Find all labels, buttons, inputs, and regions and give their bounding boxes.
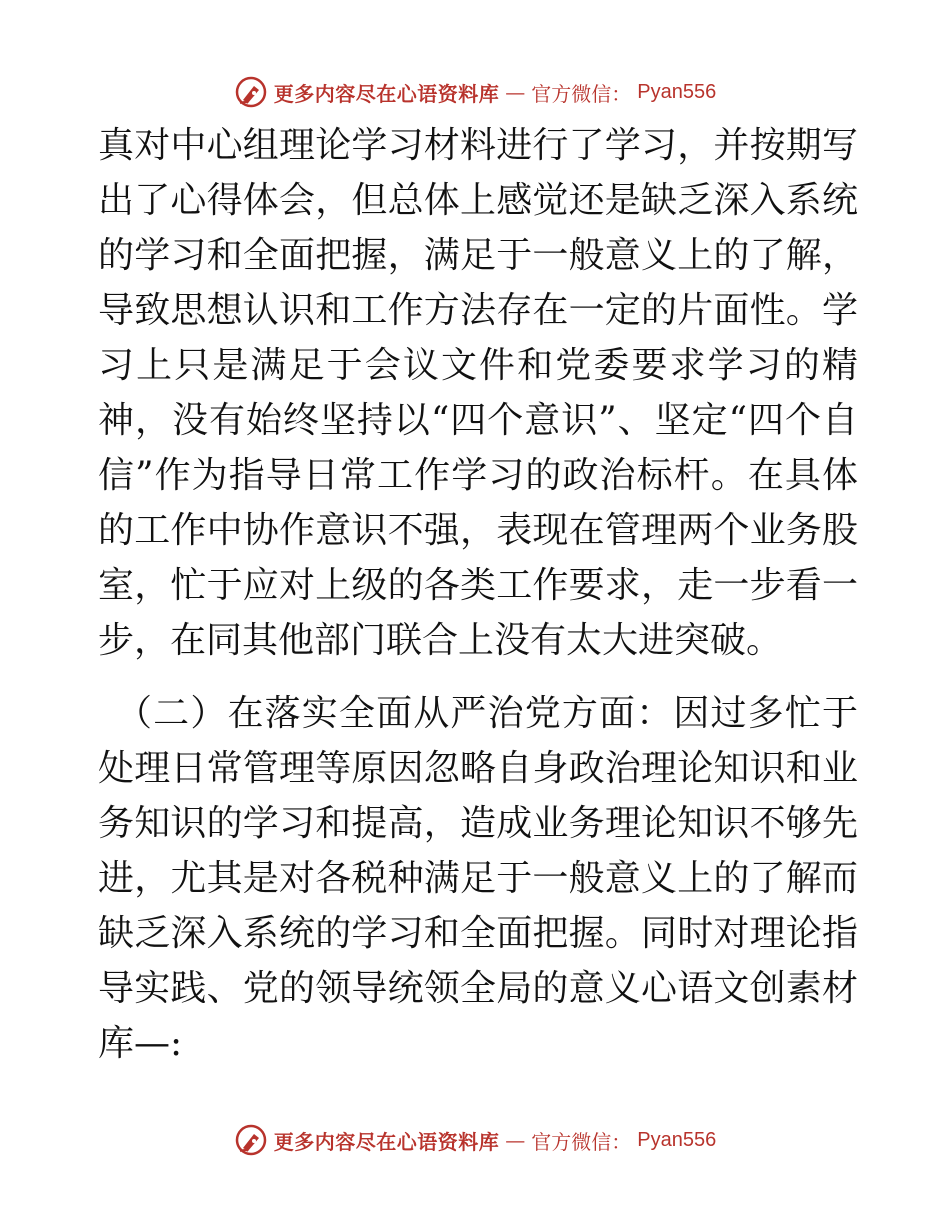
footer-watermark [0, 1120, 950, 1160]
pen-nib-logo-icon [234, 1123, 268, 1157]
watermark-official-label: 官方微信： [531, 1129, 632, 1154]
watermark-official-label: 官方微信： [531, 81, 632, 106]
watermark-main-text: 更多内容尽在心语资料库 [273, 81, 500, 106]
header-watermark [0, 72, 950, 112]
watermark-wechat-id: Pyan556 [637, 1128, 717, 1151]
watermark-wechat-id: Pyan556 [637, 80, 717, 103]
paragraph-1: 真对中心组理论学习材料进行了学习，并按期写出了心得体会，但总体上感觉还是缺乏深入系统的学习和全面把握，满足于一般意义上的了解，导致思想认识和工作方法存在一定的片面性。学习上只是满足于会议文件和党委要求学习的精神，没有始终坚持以“四个意识”、坚定“四个自信”作为指导日常工作学习的政治标杆。在具体的工作中协作意识不强，表现在管理两个业务股室，忙于应对上级的各类工作要求，走一步看一步，在同其他部门联合上没有太大进突破。 [98, 125, 858, 661]
watermark-dash: — [505, 80, 526, 104]
document-body [98, 118, 858, 1071]
watermark-main-text: 更多内容尽在心语资料库 [273, 1129, 500, 1154]
watermark-dash: — [505, 1128, 526, 1152]
pen-nib-logo-icon [234, 75, 268, 109]
paragraph-2: （二）在落实全面从严治党方面：因过多忙于处理日常管理等原因忽略自身政治理论知识和业务知识的学习和提高，造成业务理论知识不够先进，尤其是对各税种满足于一般意义上的了解而缺乏深入系统的学习和全面把握。同时对理论指导实践、党的领导统领全局的意义心语文创素材库—: [98, 693, 858, 1064]
